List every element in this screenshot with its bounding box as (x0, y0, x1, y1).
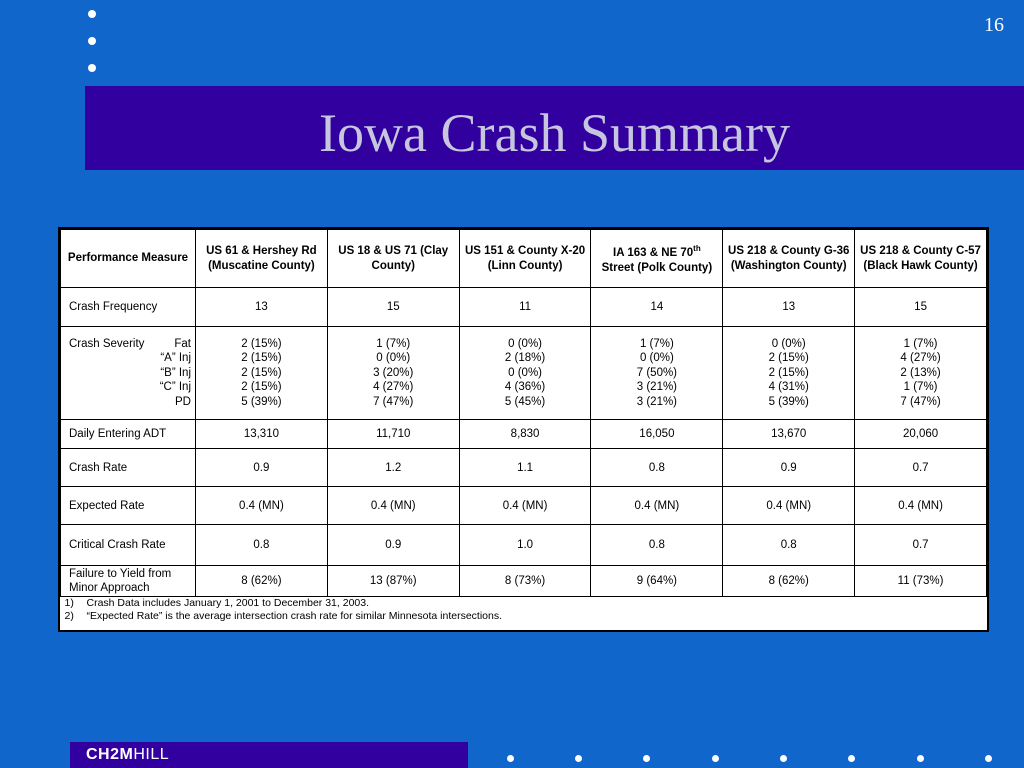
row-label: Failure to Yield from Minor Approach (61, 566, 196, 597)
company-logo (86, 746, 169, 764)
table-cell: 7 (47%) (373, 395, 414, 408)
table-cell: 3 (21%) (636, 395, 678, 408)
table-cell: 16,050 (591, 420, 723, 449)
table-cell: 0.4 (MN) (196, 487, 328, 525)
header-ia163-ne70 (591, 230, 723, 288)
table-cell: 7 (47%) (900, 395, 941, 408)
table-row-expected-rate (61, 487, 987, 525)
table-cell: 1.0 (459, 525, 591, 566)
table-cell: 0 (0%) (771, 337, 806, 350)
table-row-crash-rate (61, 449, 987, 487)
table-cell: 0 (0%) (639, 352, 674, 365)
footnote-text: Crash Data includes January 1, 2001 to December 31, 2003. (86, 597, 370, 609)
bullet-dot (780, 755, 787, 762)
header-us61-hershey: US 61 & Hershey Rd (Muscatine County) (196, 230, 328, 288)
table-cell: 2 (13%) (900, 366, 941, 379)
severity-cell (327, 327, 459, 420)
bullet-dot (712, 755, 719, 762)
logo-bold: CH2M (86, 746, 134, 763)
bullet-dot (88, 64, 96, 72)
footnote-text: “Expected Rate” is the average intersection crash rate for similar Minnesota intersections. (86, 610, 503, 622)
header-us151-x20: US 151 & County X-20 (Linn County) (459, 230, 591, 288)
table-cell: 1 (7%) (903, 381, 938, 394)
table-cell: 2 (15%) (241, 366, 282, 379)
table-cell: 0.8 (591, 525, 723, 566)
bullet-dot (917, 755, 924, 762)
table-cell: 2 (15%) (241, 352, 282, 365)
table-cell: 5 (39%) (241, 395, 282, 408)
severity-cell (855, 327, 987, 420)
table-cell: 4 (31%) (768, 381, 809, 394)
title-band (85, 86, 1024, 170)
table-row-crash-severity (61, 327, 987, 420)
table-cell: 1 (7%) (903, 337, 938, 350)
table-cell: 0.9 (327, 525, 459, 566)
table-cell: 4 (27%) (373, 381, 414, 394)
table-cell: 0.4 (MN) (459, 487, 591, 525)
header-us218-c57: US 218 & County C-57 (Black Hawk County) (855, 230, 987, 288)
table-cell: 0.7 (855, 449, 987, 487)
table-row-crash-frequency (61, 288, 987, 327)
table-cell: 2 (18%) (504, 352, 546, 365)
crash-summary-table (60, 229, 987, 623)
severity-sublabel: “B” Inj (160, 366, 191, 379)
header-ia163-part2: Street (Polk County) (601, 261, 713, 274)
table-row-failure-to-yield (61, 566, 987, 597)
table-cell: 5 (39%) (768, 395, 809, 408)
table-cell: 0.4 (MN) (723, 487, 855, 525)
table-cell: 0 (0%) (508, 337, 542, 350)
table-cell: 0 (0%) (376, 352, 411, 365)
table-cell: 1.2 (327, 449, 459, 487)
table-cell: 0.4 (MN) (591, 487, 723, 525)
table-cell: 0.8 (723, 525, 855, 566)
row-label: Critical Crash Rate (61, 525, 196, 566)
severity-cell (723, 327, 855, 420)
bullet-dot (507, 755, 514, 762)
row-label: Crash Frequency (61, 288, 196, 327)
table-cell: 2 (15%) (768, 366, 809, 379)
bullet-dot (985, 755, 992, 762)
footnote-number: 1) (64, 597, 74, 609)
table-cell: 14 (591, 288, 723, 327)
table-cell: 3 (20%) (373, 366, 414, 379)
footnote (65, 597, 983, 610)
row-label: Expected Rate (61, 487, 196, 525)
table-cell: 0.4 (MN) (327, 487, 459, 525)
table-cell: 0.7 (855, 525, 987, 566)
table-cell: 8 (73%) (459, 566, 591, 597)
table-header-row (61, 230, 987, 288)
footer-band (70, 742, 468, 768)
table-cell: 5 (45%) (504, 395, 546, 408)
table-notes-row (61, 597, 987, 624)
table-row-daily-adt (61, 420, 987, 449)
severity-cell (591, 327, 723, 420)
table-cell: 4 (36%) (504, 381, 546, 394)
crash-summary-table-container (58, 227, 989, 632)
table-cell: 11,710 (327, 420, 459, 449)
table-cell: 1 (7%) (639, 337, 674, 350)
table-cell: 3 (21%) (636, 381, 678, 394)
row-label: Crash Severity (69, 337, 145, 350)
logo-light: HILL (133, 746, 170, 763)
table-cell: 0.8 (591, 449, 723, 487)
header-ia163-part1: IA 163 & NE 70 (613, 246, 694, 259)
table-cell: 13,670 (723, 420, 855, 449)
footnote-number: 2) (64, 610, 74, 622)
header-performance-measure: Performance Measure (61, 230, 196, 288)
table-cell: 13,310 (196, 420, 328, 449)
table-cell: 20,060 (855, 420, 987, 449)
severity-sublabel: PD (175, 395, 191, 408)
header-us18-us71: US 18 & US 71 (Clay County) (327, 230, 459, 288)
table-cell: 8 (62%) (196, 566, 328, 597)
page-number: 16 (984, 14, 1004, 36)
header-ia163-sup: th (693, 244, 701, 254)
table-cell: 8,830 (459, 420, 591, 449)
table-cell: 0 (0%) (508, 366, 542, 379)
table-cell: 0.9 (196, 449, 328, 487)
table-cell: 13 (196, 288, 328, 327)
table-cell: 2 (15%) (768, 352, 809, 365)
severity-label-cell (61, 327, 196, 420)
severity-cell (459, 327, 591, 420)
table-row-critical-crash-rate (61, 525, 987, 566)
bullet-dot (88, 37, 96, 45)
row-label: Crash Rate (61, 449, 196, 487)
bullet-dot (88, 10, 96, 18)
table-cell: 0.4 (MN) (855, 487, 987, 525)
bullet-dot (643, 755, 650, 762)
severity-cell (196, 327, 328, 420)
header-us218-g36: US 218 & County G-36 (Washington County) (723, 230, 855, 288)
table-cell: 1.1 (459, 449, 591, 487)
table-cell: 11 (459, 288, 591, 327)
table-cell: 11 (73%) (855, 566, 987, 597)
table-cell: 2 (15%) (241, 337, 282, 350)
table-cell: 15 (855, 288, 987, 327)
severity-sublabel: “C” Inj (159, 381, 191, 394)
table-cell: 8 (62%) (723, 566, 855, 597)
table-cell: 1 (7%) (376, 337, 411, 350)
bullet-dot (848, 755, 855, 762)
severity-sublabel: Fat (174, 337, 191, 350)
table-cell: 2 (15%) (241, 381, 282, 394)
table-cell: 0.8 (196, 525, 328, 566)
table-cell: 9 (64%) (591, 566, 723, 597)
row-label: Daily Entering ADT (61, 420, 196, 449)
slide-title: Iowa Crash Summary (319, 103, 790, 163)
table-cell: 4 (27%) (900, 352, 941, 365)
table-cell: 15 (327, 288, 459, 327)
footnote (65, 610, 983, 623)
bullet-dot (575, 755, 582, 762)
table-cell: 7 (50%) (636, 366, 678, 379)
table-cell: 0.9 (723, 449, 855, 487)
table-cell: 13 (87%) (327, 566, 459, 597)
severity-sublabel: “A” Inj (160, 352, 191, 365)
table-notes (61, 597, 987, 624)
table-cell: 13 (723, 288, 855, 327)
